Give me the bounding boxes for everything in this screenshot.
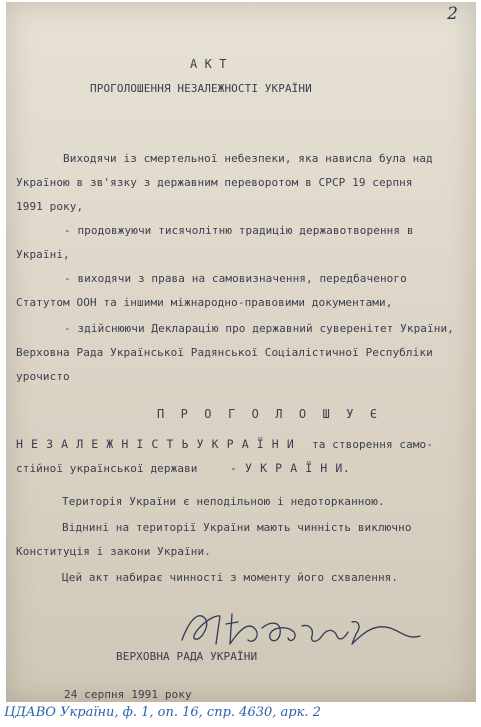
clause-3-line-2: Верховна Рада Української Радянської Соціалістичної Республіки [16,346,433,359]
independence-line-2-start: стійної української держави [16,462,198,475]
provision-law-line-1: Віднині на території України мають чинність виключно [62,521,412,534]
act-date: 24 серпня 1991 року [64,688,192,701]
independence-line-1-spaced: Н Е З А Л Е Ж Н І С Т Ь У К Р А Ї Н И [16,437,295,451]
clause-2-line-2: Статутом ООН та іншими міжнародно-правовими документами, [16,296,393,309]
preamble-line-3: 1991 року, [16,200,84,213]
clause-3-line-1: - здійснюючи Декларацію про державний суверенітет України, [64,322,454,335]
provision-law-line-2: Конституція і закони України. [16,545,211,558]
preamble-line-2: Україною в зв'язку з державним переворотом в СРСР 19 серпня [16,176,413,189]
clause-2-line-1: - виходячи з права на самовизначення, передбаченого [64,272,407,285]
independence-line-2-spaced: - У К Р А Ї Н И. [230,461,351,475]
signatory: ВЕРХОВНА РАДА УКРАЇНИ [116,650,258,663]
page-number: 2 [447,4,458,24]
provision-effect: Цей акт набирає чинності з моменту його схвалення. [62,571,399,584]
preamble-line-1: Виходячи із смертельної небезпеки, яка нависла була над [63,152,433,165]
independence-line-1-rest: та створення само- [312,438,434,451]
document-sheet [6,2,476,702]
proclaims-heading: П Р О Г О Л О Ш У Є [157,407,382,421]
clause-1-line-2: Україні, [16,248,70,261]
archive-caption: ЦДАВО України, ф. 1, оп. 16, спр. 4630, арк. 2 [4,705,321,720]
document-title: А К Т [190,57,227,71]
clause-3-line-3: урочисто [16,370,70,383]
document-subtitle: ПРОГОЛОШЕННЯ НЕЗАЛЕЖНОСТІ УКРАЇНИ [90,82,312,95]
clause-1-line-1: - продовжуючи тисячолітню традицію державотворення в [64,224,414,237]
provision-territory: Територія України є неподільною і недоторканною. [62,495,385,508]
